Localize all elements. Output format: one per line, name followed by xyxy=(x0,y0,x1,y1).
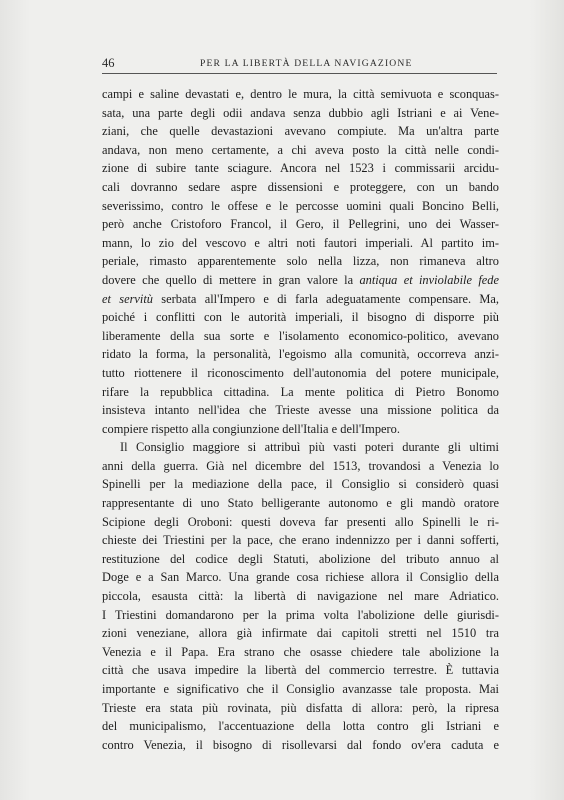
text-line: andava, non meno certamente, a chi aveva posto la città nelle condi- xyxy=(102,142,499,157)
text-line: compiere rispetto alla congiunzione dell'Italia e dell'Impero. xyxy=(102,421,400,436)
page-header xyxy=(102,55,497,71)
text-line: Venezia e il Papa. Era strano che osasse chiedere tale abolizione la xyxy=(102,644,499,659)
text-line: città che usava impedire la libertà del commercio terrestre. È tuttavia xyxy=(102,663,499,678)
text-line: ziani, che quelle devastazioni avevano compiute. Ma un'altra parte xyxy=(102,124,499,139)
text-line: campi e saline devastati e, dentro le mura, la città semivuota e sconquas- xyxy=(102,87,499,101)
text-line: I Triestini domandarono per la prima volta l'abolizione delle giurisdi- xyxy=(102,607,499,622)
text-line: Trieste era stata più rovinata, più disfatta di allora: però, la ripresa xyxy=(102,700,499,715)
text-line: Doge e a San Marco. Una grande cosa richiese allora il Consiglio della xyxy=(102,570,499,585)
text-line: zioni veneziane, allora già infirmate dai capitoli stretti nel 1510 tra xyxy=(102,626,499,641)
text-line: sata, una parte degli odii andava senza dubbio agli Istriani e ai Vene- xyxy=(102,105,499,120)
page-number: 46 xyxy=(102,56,115,70)
text-line xyxy=(102,271,499,290)
text-line xyxy=(102,290,499,309)
text-line: contro Venezia, il bisogno di risollevarsi dal fondo ov'era caduta e xyxy=(102,737,499,752)
text-run: dovere che quello di mettere in gran valore la xyxy=(102,272,360,287)
text-run: serbata all'Impero e di farla adeguatamente compensare. Ma, xyxy=(152,291,499,306)
text-line: Spinelli per la mediazione della pace, il Consiglio si considerò quasi xyxy=(102,477,499,492)
text-line: chieste dei Triestini per la pace, che erano indennizzo per i danni sofferti, xyxy=(102,533,499,548)
running-head: PER LA LIBERTÀ DELLA NAVIGAZIONE xyxy=(200,58,413,69)
text-line: anni della guerra. Già nel dicembre del 1513, trovandosi a Venezia lo xyxy=(102,458,499,473)
text-line: insisteva intanto nell'idea che Trieste avesse una missione politica da xyxy=(102,403,499,418)
text-line: ridato la forma, la personalità, l'egoismo alla comunità, occorreva anzi- xyxy=(102,347,499,362)
italic-quote: et servitù xyxy=(102,291,153,306)
body-text xyxy=(102,85,499,754)
text-line: rappresentante di uno Stato belligerante autonomo e gli mandò oratore xyxy=(102,496,499,511)
text-line: mann, lo zio del vescovo e altri noti fautori imperiali. Al partito im- xyxy=(102,235,499,250)
paragraph-1 xyxy=(102,85,499,438)
text-line: restituzione del codice degli Statuti, abolizione del tributo annuo al xyxy=(102,551,499,566)
text-line: periale, rimasto apparentemente solo nella lizza, non rimaneva altro xyxy=(102,254,499,269)
text-line: tutto riottenere il riconoscimento dell'autonomia del potere municipale, xyxy=(102,365,499,380)
text-line: cali dovranno sedare aspre dissensioni e proteggere, con un bando xyxy=(102,179,499,194)
paragraph-2 xyxy=(102,438,499,754)
text-line: liberamente della sua sorte e l'isolamento economico-politico, avevano xyxy=(102,328,499,343)
header-rule xyxy=(102,73,497,74)
text-line: zione di subire tante sciagure. Ancora nel 1523 i commissarii arcidu- xyxy=(102,161,499,176)
text-line: Il Consiglio maggiore si attribuì più vasti poteri durante gli ultimi xyxy=(120,440,499,455)
text-line: rifare la repubblica cittadina. La mente politica di Pietro Bonomo xyxy=(102,384,499,399)
text-line: severissimo, contro le offese e le percosse uomini quali Boncino Belli, xyxy=(102,198,499,213)
text-line: piccola, esausta città: la libertà di navigazione nel mare Adriatico. xyxy=(102,589,499,604)
text-line: del municipalismo, l'accentuazione della lotta contro gli Istriani e xyxy=(102,719,499,734)
text-line: però anche Cristoforo Francol, il Gero, il Pellegrini, uno dei Wasser- xyxy=(102,217,499,232)
text-line: Scipione degli Oroboni: questi doveva far presenti allo Spinelli le ri- xyxy=(102,514,499,529)
text-line: importante e significativo che il Consiglio avanzasse tale proposta. Mai xyxy=(102,682,499,696)
text-line: poiché i conflitti con le autorità imperiali, il bisogno di disporre più xyxy=(102,310,499,325)
italic-quote: antiqua et inviolabile fede xyxy=(359,272,499,287)
